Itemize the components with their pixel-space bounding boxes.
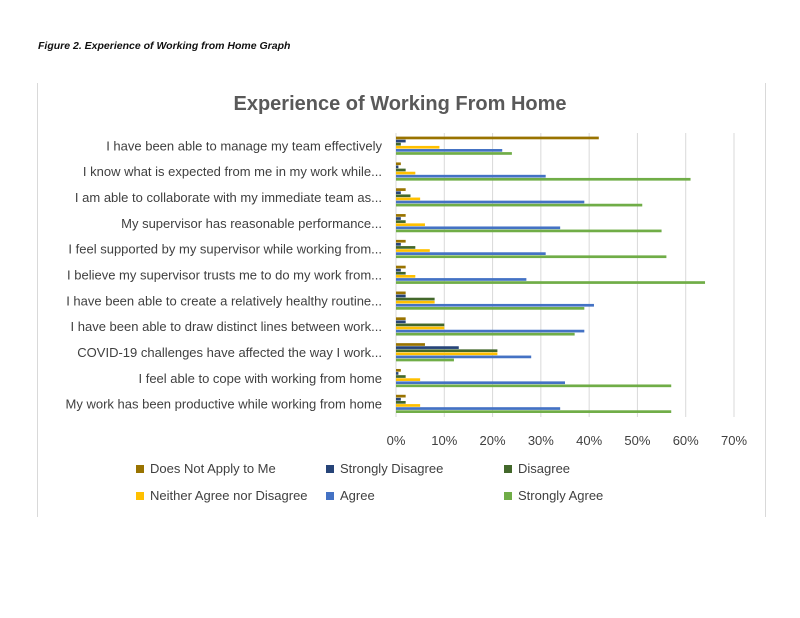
x-axis-ticks — [387, 433, 748, 448]
bar — [396, 327, 444, 330]
bars — [396, 137, 705, 413]
x-tick-label: 50% — [624, 433, 651, 448]
bar — [396, 146, 439, 149]
bar — [396, 269, 401, 272]
bar — [396, 378, 420, 381]
legend-label: Does Not Apply to Me — [150, 461, 276, 476]
bar — [396, 375, 406, 378]
bar — [396, 243, 401, 246]
bar — [396, 356, 531, 359]
bar — [396, 352, 497, 355]
bar — [396, 143, 401, 146]
legend-swatch — [326, 492, 334, 500]
bar — [396, 162, 401, 165]
bar — [396, 175, 546, 178]
legend-swatch — [504, 465, 512, 473]
bar — [396, 307, 584, 310]
bar — [396, 320, 406, 323]
x-tick-label: 30% — [527, 433, 554, 448]
bar — [396, 214, 406, 217]
legend-swatch — [136, 465, 144, 473]
bar — [396, 330, 584, 333]
category-label: My supervisor has reasonable performance... — [121, 215, 382, 231]
x-tick-label: 20% — [479, 433, 506, 448]
x-tick-label: 0% — [386, 433, 406, 448]
bar — [396, 359, 454, 362]
bar — [396, 152, 512, 155]
bar — [396, 191, 401, 194]
bar — [396, 149, 502, 152]
bar — [396, 255, 666, 258]
legend-swatch — [504, 492, 512, 500]
bar — [396, 178, 691, 181]
chart-area — [37, 83, 766, 517]
bar — [396, 249, 430, 252]
bar — [396, 281, 705, 284]
bar — [396, 188, 406, 191]
category-label: COVID-19 challenges have affected the way I work... — [77, 344, 382, 360]
bar — [396, 404, 420, 407]
bar — [396, 194, 410, 197]
bar — [396, 401, 406, 404]
x-tick-label: 60% — [672, 433, 699, 448]
bar — [396, 384, 671, 387]
bar — [396, 246, 415, 249]
bar — [396, 169, 406, 172]
category-label: I feel supported by my supervisor while working from... — [68, 241, 382, 257]
legend — [136, 461, 603, 503]
chart-title: Experience of Working From Home — [233, 93, 567, 115]
bar — [396, 217, 401, 220]
bar — [396, 324, 444, 327]
bar — [396, 343, 425, 346]
category-label: I feel able to cope with working from home — [138, 370, 382, 386]
bar-chart — [38, 83, 765, 517]
bar — [396, 201, 584, 204]
category-label: I am able to collaborate with my immediate team as... — [74, 190, 382, 206]
bar — [396, 137, 599, 140]
bar — [396, 295, 406, 298]
bar — [396, 226, 560, 229]
bar — [396, 230, 662, 233]
bar — [396, 398, 401, 401]
bar — [396, 346, 459, 349]
bar — [396, 298, 435, 301]
figure-caption: Figure 2. Experience of Working from Home Graph — [38, 40, 291, 52]
bar — [396, 333, 575, 336]
x-tick-label: 40% — [576, 433, 603, 448]
legend-label: Strongly Agree — [518, 488, 604, 503]
bar — [396, 223, 425, 226]
bar — [396, 166, 398, 169]
legend-label: Agree — [340, 488, 375, 503]
bar — [396, 278, 526, 281]
x-tick-label: 10% — [431, 433, 458, 448]
bar — [396, 275, 415, 278]
category-label: I have been able to draw distinct lines between work... — [70, 319, 382, 335]
bar — [396, 272, 406, 275]
bar — [396, 304, 594, 307]
bar — [396, 220, 406, 223]
bar — [396, 301, 435, 304]
bar — [396, 395, 406, 398]
legend-label: Strongly Disagree — [340, 461, 444, 476]
bar — [396, 198, 420, 201]
bar — [396, 172, 415, 175]
bar — [396, 140, 406, 143]
bar — [396, 349, 497, 352]
category-labels — [66, 138, 383, 411]
category-label: I believe my supervisor trusts me to do my work from... — [67, 267, 382, 283]
bar — [396, 240, 406, 243]
bar — [396, 252, 546, 255]
category-label: My work has been productive while working from home — [65, 396, 382, 412]
bar — [396, 266, 406, 269]
legend-label: Neither Agree nor Disagree — [150, 488, 308, 503]
category-label: I know what is expected from me in my work while... — [82, 164, 382, 180]
bar — [396, 410, 671, 413]
bar — [396, 204, 642, 207]
bar — [396, 292, 406, 295]
bar — [396, 381, 565, 384]
legend-label: Disagree — [518, 461, 571, 476]
bar — [396, 407, 560, 410]
bar — [396, 317, 406, 320]
category-label: I have been able to create a relatively healthy routine... — [66, 293, 382, 309]
bar — [396, 369, 401, 372]
x-tick-label: 70% — [720, 433, 748, 448]
category-label: I have been able to manage my team effectively — [106, 138, 382, 154]
bar — [396, 372, 398, 375]
legend-swatch — [326, 465, 334, 473]
legend-swatch — [136, 492, 144, 500]
